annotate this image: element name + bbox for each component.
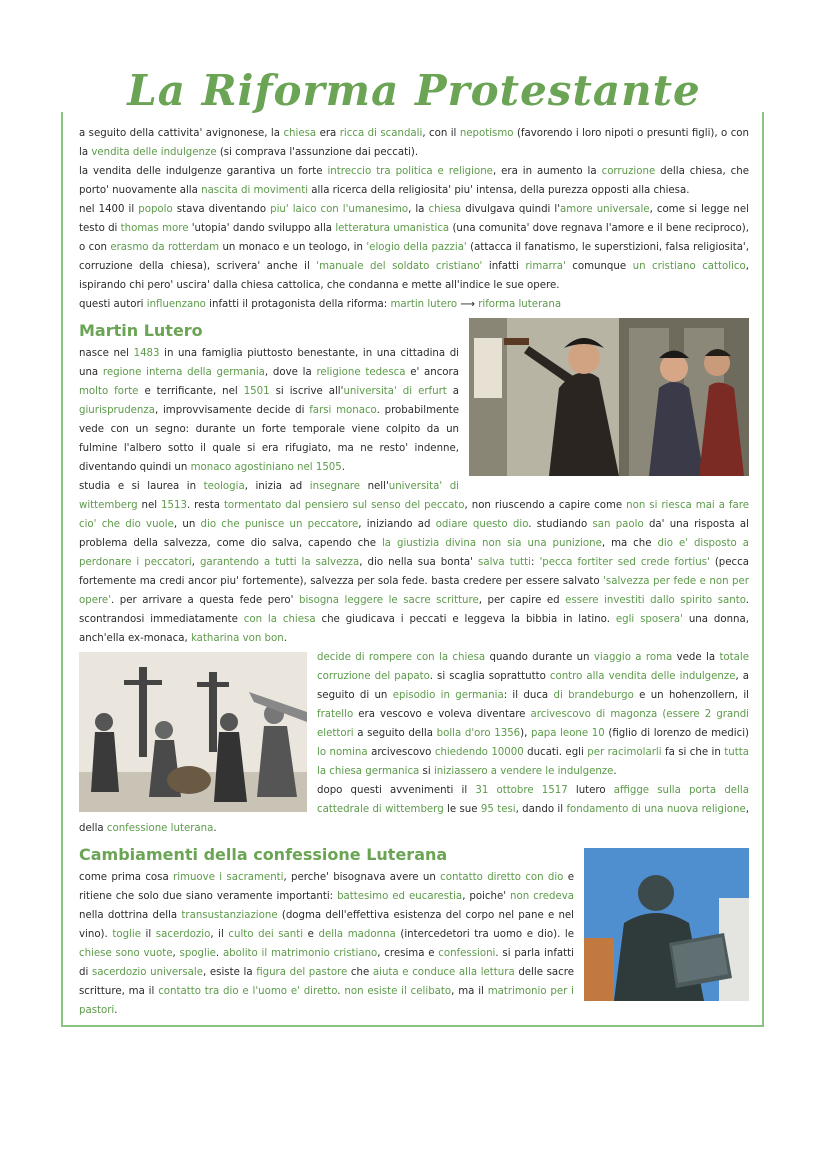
text-run: era vescovo e voleva diventare <box>353 709 531 720</box>
highlighted-term: insegnare <box>309 481 361 492</box>
intro-paragraph <box>79 124 749 162</box>
highlighted-term: chiesa <box>428 204 462 215</box>
text-run: ⟶ <box>457 299 479 310</box>
highlighted-term: intreccio tra politica e religione <box>327 166 493 177</box>
highlighted-term: salva tutti <box>478 557 531 568</box>
highlighted-term: bisogna leggere le sacre scritture <box>298 595 479 606</box>
text-run: , con il <box>422 128 460 139</box>
highlighted-term: viaggio a roma <box>593 652 673 663</box>
text-run: e ritiene che solo due siano veramente importanti: <box>79 872 574 902</box>
highlighted-term: universita' di wittemberg <box>79 481 459 511</box>
highlighted-term: farsi monaco <box>309 405 377 416</box>
text-run: (si comprava l'assunzione dai peccati). <box>216 147 419 158</box>
text-run: divulgava quindi l' <box>461 204 561 215</box>
text-run: nel <box>137 500 162 511</box>
text-run: (intercedetori tra uomo e dio). le <box>395 929 574 940</box>
text-run: . <box>213 823 217 834</box>
text-run: , ma il <box>451 986 488 997</box>
text-run: , perche' bisognava avere un <box>283 872 441 883</box>
text-run: , inizia ad <box>244 481 310 492</box>
highlighted-term: tormentato dal pensiero sul senso del peccato <box>223 500 465 511</box>
highlighted-term: teologia <box>203 481 245 492</box>
highlighted-term: non esiste il celibato <box>344 986 452 997</box>
highlighted-term: 'manuale del soldato cristiano' <box>316 261 483 272</box>
text-run: , a seguito di un <box>317 671 749 701</box>
highlighted-term: universita' di erfurt <box>343 386 447 397</box>
text-run: , dando il <box>515 804 567 815</box>
highlighted-term: katharina von bon <box>190 633 284 644</box>
text-run: , ma che <box>601 538 658 549</box>
highlighted-term: thomas more <box>120 223 189 234</box>
highlighted-term: rimuove i sacramenti <box>173 872 284 883</box>
highlighted-term: contro alla vendita delle indulgenze <box>549 671 736 682</box>
highlighted-term: erasmo da rotterdam <box>110 242 220 253</box>
highlighted-term: 95 tesi <box>480 804 516 815</box>
text-run: (pecca fortemente ma credi ancor piu' fortemente), salvezza per sola fede. basta credere per essere salvato <box>79 557 749 587</box>
highlighted-term: 1513 <box>161 500 187 511</box>
highlighted-term: 1483 <box>133 348 160 359</box>
text-run: studia e si laurea in <box>79 481 204 492</box>
highlighted-term: decide di rompere con la chiesa <box>317 652 486 663</box>
intro-paragraph <box>79 200 749 295</box>
highlighted-term: un cristiano cattolico <box>632 261 746 272</box>
text-run: era <box>316 128 340 139</box>
highlighted-term: religione tedesca <box>316 367 406 378</box>
highlighted-term: regione interna della germania <box>102 367 265 378</box>
highlighted-term: riforma luterana <box>478 299 562 310</box>
text-run: . <box>341 462 346 473</box>
highlighted-term: figura del pastore <box>256 967 348 978</box>
document-body <box>79 124 749 1020</box>
text-run: (attacca il fanatismo, le superstizioni, falsa religiosita', corruzione della chiesa), scrivera' anche il <box>79 242 749 272</box>
text-run: , dove la <box>264 367 317 378</box>
text-run: , dio nella sua bonta' <box>359 557 479 568</box>
highlighted-term: papa leone 10 <box>531 728 605 739</box>
text-run: : <box>530 557 540 568</box>
text-run: : il duca <box>503 690 554 701</box>
highlighted-term: san paolo <box>592 519 644 530</box>
highlighted-term: matrimonio per i pastori <box>79 986 574 1016</box>
text-run: dopo questi avvenimenti il <box>317 785 476 796</box>
text-run: nell' <box>360 481 389 492</box>
text-run: ), <box>520 728 532 739</box>
text-run: . <box>613 766 617 777</box>
highlighted-term: essere investiti dallo spirito santo <box>565 595 746 606</box>
text-run: , come si legge nel testo di <box>79 204 749 234</box>
text-run: fa si che in <box>661 747 725 758</box>
text-run: nasce nel <box>79 348 134 359</box>
highlighted-term: 'elogio della pazzia' <box>366 242 467 253</box>
text-run: . scontrandosi immediatamente <box>79 595 749 625</box>
highlighted-term: lo nomina <box>317 747 368 758</box>
highlighted-term: non credeva <box>510 891 574 902</box>
text-run: a seguito della cattivita' avignonese, la <box>79 128 284 139</box>
text-run: si iscrive all' <box>269 386 344 397</box>
lutero-painting-illustration <box>469 318 749 476</box>
highlighted-term: vendita delle indulgenze <box>91 147 217 158</box>
lutero-statue-image <box>584 848 749 1001</box>
highlighted-term: rimarra' <box>525 261 566 272</box>
text-run: si <box>419 766 434 777</box>
text-run: , ispirando chi pero' uscira' dalla chiesa cattolica, che condanna e mette all'indice le sue opere. <box>79 261 750 291</box>
text-run: le sue <box>443 804 481 815</box>
text-run: , iniziando ad <box>358 519 436 530</box>
highlighted-term: amore universale <box>560 204 650 215</box>
highlighted-term: battesimo ed eucarestia <box>337 891 463 902</box>
highlighted-term: monaco agostiniano nel 1505 <box>190 462 342 473</box>
text-run: , non riuscendo a capire come <box>464 500 627 511</box>
text-run: della chiesa, che porto' nuovamente alla <box>79 166 749 196</box>
text-run: che giudicava i peccati e leggeva la bibbia in latino. <box>315 614 616 625</box>
text-run: e <box>303 929 319 940</box>
highlighted-term: non si riesca mai a fare cio' che dio vuole <box>79 500 749 530</box>
highlighted-term: per racimolarli <box>587 747 662 758</box>
text-run: (favorendo i loro nipoti o presunti figli), o con la <box>79 128 749 158</box>
text-run: , un <box>173 519 201 530</box>
text-run: un monaco e un teologo, in <box>219 242 367 253</box>
text-run: nel 1400 il <box>79 204 139 215</box>
text-run: , esiste la <box>203 967 257 978</box>
highlighted-term: episodio in germania <box>392 690 504 701</box>
text-run: , improvvisamente decide di <box>154 405 310 416</box>
intro-paragraph <box>79 162 749 200</box>
text-run: , il <box>210 929 229 940</box>
highlighted-term: di brandeburgo <box>553 690 634 701</box>
text-run: . studiando <box>528 519 593 530</box>
highlighted-term: transustanziazione <box>181 910 278 921</box>
highlighted-term: chiese sono vuote <box>79 948 173 959</box>
text-run: infatti il protagonista della riforma: <box>205 299 391 310</box>
highlighted-term: con la chiesa <box>243 614 316 625</box>
highlighted-term: contatto diretto con dio <box>440 872 564 883</box>
highlighted-term: contatto tra dio e l'uomo e' diretto <box>158 986 338 997</box>
text-run: questi autori <box>79 299 147 310</box>
text-run: 'utopia' dando sviluppo alla <box>188 223 336 234</box>
highlighted-term: 'salvezza per fede e non per opere' <box>79 576 749 606</box>
highlighted-term: popolo <box>138 204 173 215</box>
text-run: (figlio di lorenzo de medici) <box>604 728 750 739</box>
highlighted-term: garantendo a tutti la salvezza <box>199 557 360 568</box>
text-run: (una comunita' dove regnava l'amore e il bene reciproco), o con <box>79 223 750 253</box>
highlighted-term: sacerdozio universale <box>91 967 203 978</box>
highlighted-term: toglie <box>112 929 141 940</box>
highlighted-term: aiuta e conduce alla lettura <box>372 967 515 978</box>
text-run: nella dottrina della <box>79 910 182 921</box>
highlighted-term: 31 ottobre 1517 <box>475 785 568 796</box>
text-run: comunque <box>565 261 633 272</box>
text-run: , era in aumento la <box>492 166 602 177</box>
text-run: . <box>337 986 345 997</box>
text-run: , <box>172 948 180 959</box>
text-run: e terrificante, nel <box>138 386 244 397</box>
text-run: , la <box>408 204 429 215</box>
text-run: . <box>114 1005 118 1016</box>
lutero-theses-image <box>469 318 749 476</box>
section-heading-confession: Cambiamenti della confessione Luterana <box>79 845 448 864</box>
text-run: alla ricerca della religiosita' piu' intensa, della purezza opposti alla chiesa. <box>308 185 690 196</box>
text-run: arcivescovo <box>367 747 435 758</box>
highlighted-term: iniziassero a vendere le indulgenze <box>433 766 614 777</box>
highlighted-term: totale corruzione del papato <box>317 652 750 682</box>
highlighted-term: bolla d'oro 1356 <box>436 728 521 739</box>
text-run: stava diventando <box>172 204 271 215</box>
text-run: lutero <box>567 785 614 796</box>
text-run: come prima cosa <box>79 872 174 883</box>
text-run: la vendita delle indulgenze garantiva un forte <box>79 166 328 177</box>
text-run: vede la <box>672 652 720 663</box>
highlighted-term: piu' laico con l'umanesimo <box>270 204 409 215</box>
text-run: una donna, anch'ella ex-monaca, <box>79 614 749 644</box>
highlighted-term: dio che punisce un peccatore <box>200 519 359 530</box>
text-run: . <box>215 948 223 959</box>
highlighted-term: molto forte <box>79 386 139 397</box>
text-run: . per arrivare a questa fede pero' <box>111 595 299 606</box>
highlighted-term: nascita di movimenti <box>201 185 309 196</box>
intro-section <box>79 124 749 314</box>
text-run: infatti <box>482 261 526 272</box>
highlighted-term: letteratura umanistica <box>335 223 450 234</box>
highlighted-term: fratello <box>317 709 354 720</box>
highlighted-term: corruzione <box>601 166 656 177</box>
page-title: La Riforma Protestante <box>0 70 828 112</box>
highlighted-term: culto dei santi <box>228 929 304 940</box>
highlighted-term: influenzano <box>146 299 206 310</box>
text-run: , cresima e <box>377 948 439 959</box>
highlighted-term: egli sposera' <box>615 614 683 625</box>
text-run: da' una risposta al problema della salvezza, come dio salva, capendo che <box>79 519 750 549</box>
section-heading-martin-lutero: Martin Lutero <box>79 321 203 340</box>
intro-paragraph <box>79 295 749 314</box>
highlighted-term: la giustizia divina non sia una punizione <box>381 538 602 549</box>
text-run: ducati. egli <box>523 747 588 758</box>
text-run: delle sacre scritture, ma il <box>79 967 575 997</box>
highlighted-term: affigge sulla porta della cattedrale di wittemberg <box>317 785 749 815</box>
indulgences-engraving-illustration <box>79 652 307 812</box>
highlighted-term: chiesa <box>283 128 317 139</box>
text-run: il <box>140 929 156 940</box>
indulgences-image <box>79 652 307 812</box>
highlighted-term: spoglie <box>179 948 216 959</box>
highlighted-term: martin lutero <box>390 299 458 310</box>
lutero-statue-illustration <box>584 848 749 1001</box>
text-run: . resta <box>186 500 224 511</box>
text-run: a <box>446 386 459 397</box>
highlighted-term: (essere 2 grandi elettori <box>317 709 749 739</box>
text-run: e' ancora <box>405 367 459 378</box>
text-run: che <box>347 967 373 978</box>
text-run: . si scaglia soprattutto <box>429 671 550 682</box>
text-run: quando durante un <box>485 652 594 663</box>
highlighted-term: confessione luterana <box>106 823 214 834</box>
highlighted-term: arcivescovo di magonza <box>530 709 658 720</box>
highlighted-term: confessioni <box>438 948 496 959</box>
highlighted-term: giurisprudenza <box>79 405 155 416</box>
text-run: a seguito della <box>353 728 437 739</box>
text-run: . si parla infatti di <box>79 948 574 978</box>
confession-section <box>79 842 749 1020</box>
highlighted-term: della madonna <box>318 929 396 940</box>
highlighted-term: 1501 <box>243 386 270 397</box>
highlighted-term: dio e' disposto a perdonare i peccatori <box>79 538 749 568</box>
text-run: e un hohenzollern, il <box>633 690 749 701</box>
highlighted-term: odiare questo dio <box>435 519 529 530</box>
highlighted-term: ricca di scandali <box>339 128 423 139</box>
highlighted-term: tutta la chiesa germanica <box>317 747 749 777</box>
highlighted-term: chiedendo 10000 <box>434 747 524 758</box>
text-run: , <box>191 557 200 568</box>
highlighted-term: sacerdozio <box>155 929 211 940</box>
text-run: in una famiglia piuttosto benestante, in una cittadina di una <box>79 348 459 378</box>
text-run: . probabilmente vede con un segno: durante un forte temporale viene colpito da un fulmine l'albero sotto il quale si era rifugiato, ma ne resto' indenne, diventando quindi un <box>79 405 460 473</box>
highlighted-term: 'pecca fortiter sed crede fortius' <box>539 557 710 568</box>
text-run: , poiche' <box>462 891 511 902</box>
lutero-paragraph-theology <box>79 477 749 648</box>
highlighted-term: fondamento di una nuova religione <box>566 804 746 815</box>
text-run: (dogma dell'effettiva esistenza del corpo nel pane e nel vino). <box>79 910 574 940</box>
highlighted-term: nepotismo <box>459 128 514 139</box>
text-run: , della <box>79 804 749 834</box>
text-run: , per capire ed <box>478 595 566 606</box>
highlighted-term: abolito il matrimonio cristiano <box>222 948 378 959</box>
text-run: . <box>283 633 287 644</box>
martin-lutero-section <box>79 318 749 838</box>
